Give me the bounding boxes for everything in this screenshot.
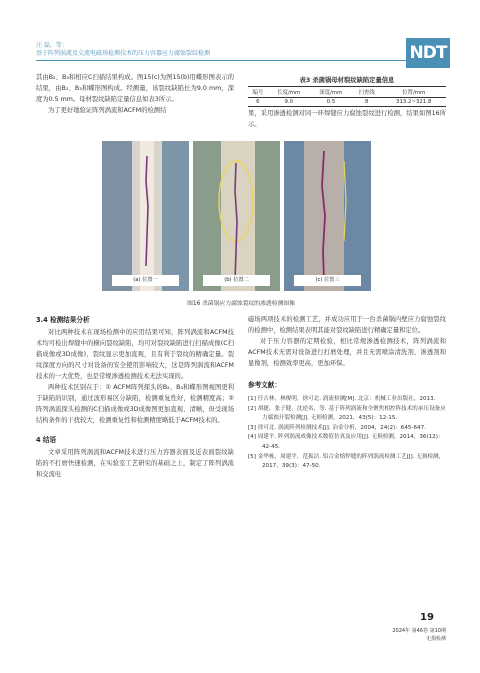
paragraph: 两种技术区别在于：① ACFM阵列探头的B₂、B₃和蝶形图视图更利于缺陷的识别，通过波形易区分缺陷，检测重复性好，检测精度高；② 阵列涡流探头检测的C扫描成像或3D成像图更加直观、清晰，但受现场结构条件的干扰较大，检测重复性和检测精度略低于ACFM技术的。 bbox=[36, 384, 234, 424]
footer-issue: 2024年 第46卷 第10期 bbox=[392, 628, 446, 634]
table-cell: 9.0 bbox=[268, 98, 310, 107]
table-header: 深度/mm bbox=[310, 87, 352, 98]
footer-journal: 无损检测 bbox=[425, 636, 446, 642]
reference-item: [4] 周建平. 阵列涡流成像技术数值仿真及应用[J]. 无损检测，2014，36(12)：42-45. bbox=[248, 434, 444, 450]
reference-item: [3] 徐可北. 涡流阵列检测技术[J]. 冶金分析，2004，24(2)：645-647. bbox=[248, 424, 426, 431]
left-top-text bbox=[36, 72, 234, 116]
figure-photo-b bbox=[193, 141, 280, 291]
right-top-text bbox=[248, 108, 446, 130]
header-title: 基于阵列涡流及交流电磁场检测技术的压力容器应力腐蚀裂纹检测 bbox=[36, 50, 211, 57]
left-body bbox=[36, 314, 234, 480]
paragraph: 对比两种技术在现场检测中的应用结果可知，阵列涡流和ACFM技术均可检出焊缝中的横向裂纹缺陷，均可对裂纹缺陷进行扫描成像(C扫描成像或3D成像)，裂纹显示更加直观，且有利于裂纹的精确定量。裂纹深度方向的尺寸对设备的安全使用影响较大，这是阵列涡流和ACFM技术的一大优势，也是常规渗透检测技术无法实现的。 bbox=[36, 329, 234, 380]
table-cell: 6 bbox=[248, 98, 268, 107]
right-body bbox=[248, 314, 446, 472]
figure-caption-b: (b) 位置二 bbox=[203, 275, 270, 286]
figure-photo-a bbox=[102, 141, 189, 291]
paragraph: 文章采用阵列涡流和ACFM技术进行压力容器表面及近表面裂纹缺陷的不打磨快速检测，在实验室工艺研究的基础之上，制定了阵列涡流和交流电 bbox=[36, 449, 234, 478]
references-title: 参考文献： bbox=[248, 381, 281, 389]
reference-item: [5] 金华栋，周建平，范振洁. 铝合金熔焊缝的阵列涡流检测工艺[J]. 无损检测，2017，39(3)：47-50. bbox=[248, 453, 445, 470]
figure-title: 图16 杀菌锅应力腐蚀裂纹的渗透检测图像 bbox=[187, 301, 295, 307]
table-cell: 8 bbox=[352, 98, 382, 107]
weld-photo-c bbox=[284, 141, 371, 291]
paragraph: 果，采用渗透检测对同一环焊缝应力腐蚀裂纹进行检测，结果如图16所示。 bbox=[248, 110, 446, 128]
table-title: 表3 杀菌锅母材裂纹缺陷定量信息 bbox=[299, 77, 395, 84]
table-3 bbox=[248, 86, 446, 107]
figure-caption-a: (a) 位置一 bbox=[112, 275, 179, 286]
figure-16 bbox=[102, 141, 372, 291]
weld-photo-a bbox=[102, 141, 189, 291]
table-cell: 313.2~321.8 bbox=[381, 98, 446, 107]
page-number: 19 bbox=[420, 612, 434, 623]
table-header: 长度/mm bbox=[268, 87, 310, 98]
table-row bbox=[248, 98, 446, 107]
table-header: 编号 bbox=[248, 87, 268, 98]
table-header: 扫查线 bbox=[352, 87, 382, 98]
section-heading: 4 结语 bbox=[36, 436, 57, 444]
weld-photo-b bbox=[193, 141, 280, 291]
table-cell: 0.5 bbox=[310, 98, 352, 107]
paragraph: 磁场两项技术的检测工艺，并成功应用于一台杀菌锅内壁应力腐蚀裂纹的检测中，检测结果表明其能对裂纹缺陷进行精确定量和定位。 bbox=[248, 316, 446, 334]
header-rule bbox=[36, 60, 406, 61]
journal-logo: NDT bbox=[406, 38, 450, 68]
reference-item: [1] 任吉林，林俊明，徐可北. 涡流检测[M]. 北京：机械工业出版社，2013. bbox=[248, 396, 436, 402]
section-heading: 3.4 检测结果分析 bbox=[36, 316, 90, 324]
header-authors: 汪 磊，等： bbox=[36, 42, 68, 49]
reference-item: [2] 胡捷，张子健，沈逆名，等. 基于阵列涡流和全聚焦相控阵技术的承压设备应力腐蚀开裂检测[J]. 无损检测，2021，43(5)：12-15. bbox=[248, 405, 446, 422]
paragraph: 其由B₂、B₃和相应C扫描结果构成。图15(c)为图15(b)用蝶形图表示的结果，由B₂、B₃和蝶形图构成。经测量，该裂纹缺陷长为9.0 mm，深度为0.5 mm。母材裂纹缺陷定量信息如表3所示。 bbox=[36, 74, 234, 103]
paragraph: 对于压力容器的定期检验，相比常规渗透检测技术，阵列涡流和ACFM技术无需对设备进行打磨处理，并且无需喷涂清洗剂、渗透剂和显像剂，检测效率更高，更加环保。 bbox=[248, 338, 446, 367]
paragraph: 为了更好地验证阵列涡流和ACFM的检测结 bbox=[48, 107, 167, 114]
table-header: 位置/mm bbox=[381, 87, 446, 98]
figure-photo-c bbox=[284, 141, 371, 291]
figure-caption-c: (c) 位置三 bbox=[294, 275, 361, 286]
